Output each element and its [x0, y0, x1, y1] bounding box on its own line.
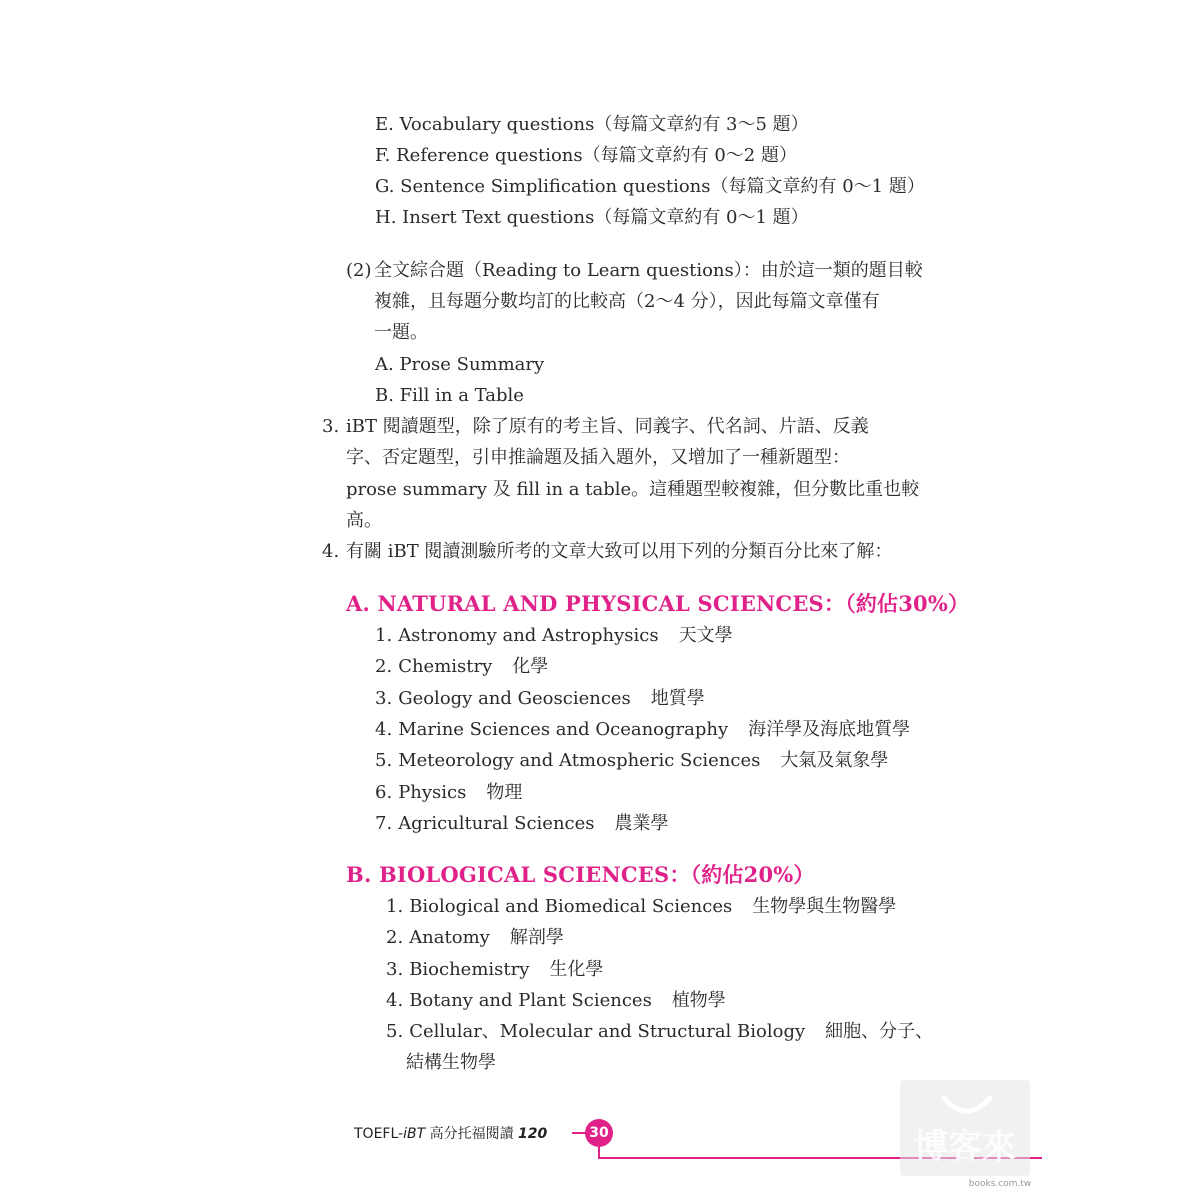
- item-number: 7.: [375, 812, 393, 834]
- footer-rule-left: [572, 1132, 586, 1134]
- list-item-b: B. Fill in a Table: [375, 385, 524, 406]
- item-chinese: 生化學: [549, 958, 604, 980]
- section-a-item: [375, 747, 888, 775]
- item-3-line-4: 高。: [346, 510, 382, 531]
- section-b-continuation: 結構生物學: [406, 1052, 496, 1073]
- item-english: Geology and Geosciences: [398, 687, 631, 709]
- list-item-a: A. Prose Summary: [375, 354, 545, 375]
- item-english: Cellular、Molecular and Structural Biology: [409, 1021, 806, 1043]
- item-english: Biochemistry: [409, 958, 530, 980]
- item-chinese: 物理: [486, 781, 523, 803]
- item-chinese: 地質學: [650, 687, 705, 709]
- item-number: 2.: [375, 656, 393, 678]
- item-number: 5.: [386, 1021, 404, 1043]
- running-footer: [354, 1124, 547, 1144]
- item-number: 5.: [375, 750, 393, 772]
- section-b-item: [386, 987, 726, 1015]
- list-item-e: E. Vocabulary questions（每篇文章約有 3～5 題）: [375, 114, 809, 135]
- footer-title: 高分托福閱讀: [425, 1126, 519, 1142]
- item-english: Chemistry: [398, 656, 493, 678]
- item-4-line-1: 有關 iBT 閱讀測驗所考的文章大致可以用下列的分類百分比來了解：: [346, 541, 893, 562]
- item-3-line-1: iBT 閱讀題型，除了原有的考主旨、同義字、代名詞、片語、反義: [346, 416, 869, 437]
- item-chinese: 生物學與生物醫學: [752, 896, 897, 917]
- section-a-item: [375, 622, 733, 650]
- item-english: Astronomy and Astrophysics: [398, 625, 659, 646]
- item-chinese: 農業學: [614, 812, 669, 834]
- item-english: Botany and Plant Sciences: [409, 989, 652, 1011]
- svg-text:books.com.tw: books.com.tw: [968, 1179, 1032, 1189]
- para-2-line-1: 全文綜合題（Reading to Learn questions）：由於這一類的題目較: [374, 260, 923, 281]
- list-item-h: H. Insert Text questions（每篇文章約有 0～1 題）: [375, 207, 809, 228]
- item-english: Anatomy: [409, 927, 490, 949]
- item-english: Biological and Biomedical Sciences: [409, 896, 733, 917]
- section-a-heading: A. NATURAL AND PHYSICAL SCIENCES：（約佔30%）: [346, 591, 970, 616]
- item-chinese: 解剖學: [509, 927, 564, 949]
- bookstore-watermark-logo: [892, 1080, 1042, 1190]
- para-2-number: (2): [346, 260, 372, 281]
- footer-ibt: iBT: [403, 1126, 426, 1142]
- item-chinese: 天文學: [678, 625, 733, 646]
- para-2-line-2: 複雜，且每題分數均訂的比較高（2～4 分），因此每篇文章僅有: [374, 291, 880, 312]
- item-number: 4.: [375, 718, 393, 740]
- section-a-item: [375, 716, 910, 744]
- footer-prefix: TOEFL-: [354, 1126, 404, 1142]
- item-3-line-3: prose summary 及 fill in a table。這種題型較複雜，但分數比重也較: [346, 479, 920, 500]
- item-english: Agricultural Sciences: [398, 812, 595, 834]
- list-item-f: F. Reference questions（每篇文章約有 0～2 題）: [375, 145, 797, 166]
- footer-number: 120: [518, 1126, 548, 1142]
- section-a-item: [375, 685, 705, 713]
- section-b-item: [386, 1018, 933, 1046]
- item-chinese: 細胞、分子、: [825, 1021, 934, 1043]
- item-number: 1.: [386, 896, 404, 917]
- svg-text:博客來: 博客來: [914, 1127, 1016, 1167]
- list-item-g: G. Sentence Simplification questions（每篇文章約有 0～1 題）: [375, 176, 925, 197]
- item-number: 3.: [375, 687, 393, 709]
- item-number: 3.: [386, 958, 404, 980]
- section-b-item: [386, 893, 896, 921]
- section-b-item: [386, 924, 564, 952]
- item-number: 6.: [375, 781, 393, 803]
- item-number: 4.: [386, 989, 404, 1011]
- item-3-line-2: 字、否定題型，引申推論題及插入題外，又增加了一種新題型：: [346, 447, 850, 468]
- item-chinese: 海洋學及海底地質學: [748, 718, 911, 740]
- item-english: Meteorology and Atmospheric Sciences: [398, 750, 761, 772]
- item-chinese: 化學: [512, 656, 549, 678]
- section-b-heading: B. BIOLOGICAL SCIENCES：（約佔20%）: [346, 862, 815, 887]
- item-english: Physics: [398, 781, 467, 803]
- section-a-item: [375, 779, 522, 807]
- para-2-line-3: 一題。: [374, 322, 428, 343]
- item-chinese: 植物學: [671, 989, 726, 1011]
- item-number: 1.: [375, 625, 393, 646]
- item-4-number: 4.: [322, 541, 340, 562]
- section-b-item: [386, 956, 603, 984]
- item-3-number: 3.: [322, 416, 340, 437]
- item-number: 2.: [386, 927, 404, 949]
- section-a-item: [375, 653, 548, 681]
- item-chinese: 大氣及氣象學: [780, 750, 889, 772]
- page-number: 30: [585, 1119, 613, 1147]
- section-a-item: [375, 810, 669, 838]
- item-english: Marine Sciences and Oceanography: [398, 718, 729, 740]
